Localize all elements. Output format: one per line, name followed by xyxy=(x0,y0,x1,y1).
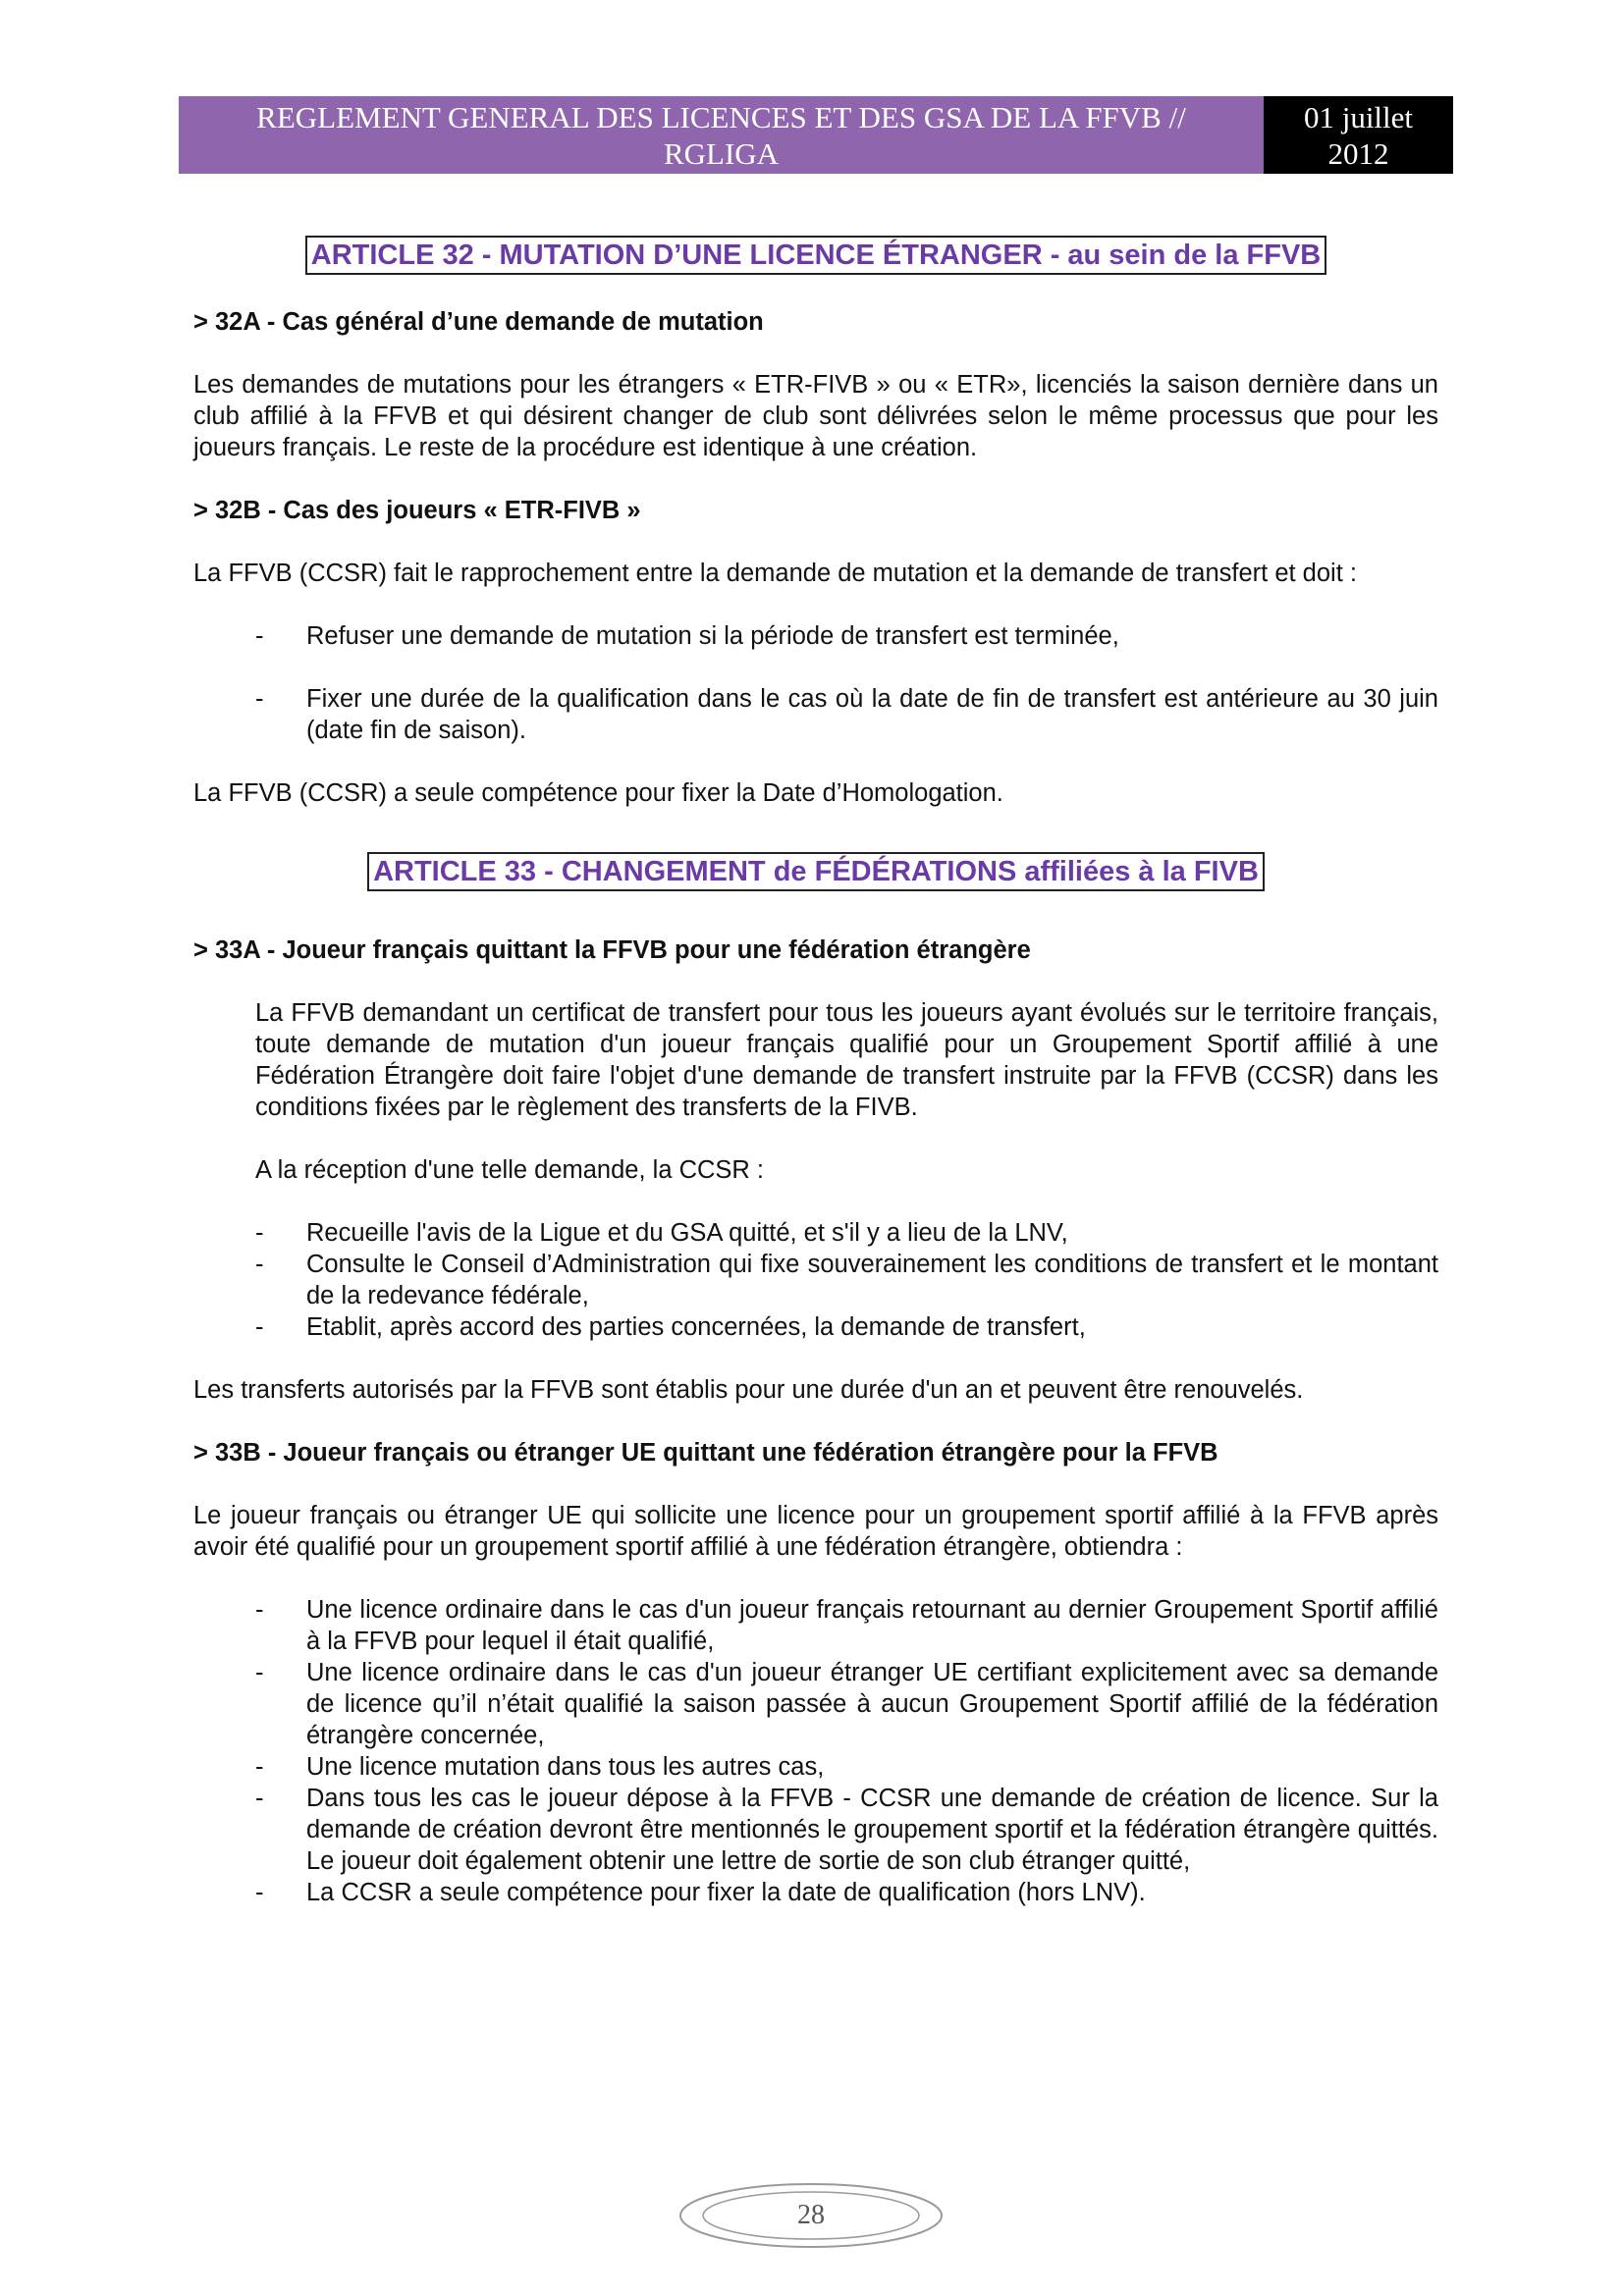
article-32-heading xyxy=(193,236,1438,275)
list-item-text: Dans tous les cas le joueur dépose à la FFVB - CCSR une demande de création de licence. Sur la demande de création devront être mentionnés le groupement sportif et la fédération étrangère quittés. Le joueur doit également obtenir une lettre de sortie de son club étranger quitté, xyxy=(306,1785,1438,1875)
list-marker: - xyxy=(255,1785,264,1812)
list-marker: - xyxy=(255,1251,264,1278)
section-32a-title: > 32A - Cas général d’une demande de mutation xyxy=(193,308,764,336)
list-item xyxy=(193,1594,1438,1657)
section-33a-title: > 33A - Joueur français quittant la FFVB pour une fédération étrangère xyxy=(193,936,1031,964)
page-number: 28 xyxy=(797,2200,825,2230)
list-marker: - xyxy=(255,622,264,650)
list-item xyxy=(193,1783,1438,1877)
article-32-title: ARTICLE 32 - MUTATION D’UNE LICENCE ÉTRANGER - au sein de la FFVB xyxy=(305,236,1327,275)
list-marker: - xyxy=(255,1753,264,1781)
list-item xyxy=(193,1311,1438,1343)
document-date: 01 juillet 2012 xyxy=(1264,96,1453,174)
section-33a-closing: Les transferts autorisés par la FFVB sont établis pour une durée d'un an et peuvent être renouvelés. xyxy=(193,1376,1304,1404)
page-header xyxy=(179,96,1453,174)
section-32b-list xyxy=(193,620,1438,746)
list-item-text: La CCSR a seule compétence pour fixer la date de qualification (hors LNV). xyxy=(306,1879,1146,1906)
list-item-text: Consulte le Conseil d’Administration qui fixe souverainement les conditions de transfert et le montant de la redevance fédérale, xyxy=(306,1251,1438,1309)
list-item-text: Recueille l'avis de la Ligue et du GSA quitté, et s'il y a lieu de la LNV, xyxy=(306,1219,1068,1247)
list-item xyxy=(193,683,1438,746)
section-32b-title: > 32B - Cas des joueurs « ETR-FIVB » xyxy=(193,497,641,524)
list-marker: - xyxy=(255,1219,264,1247)
section-33a-paragraph: La FFVB demandant un certificat de transfert pour tous les joueurs ayant évolués sur le territoire français, toute demande de mutation d'un joueur français qualifié pour un Groupement Sportif affilié à une Fédération Étrangère doit faire l'objet d'une demande de transfert instruite par la FFVB (CCSR) dans les conditions fixées par le règlement des transferts de la FIVB. xyxy=(255,999,1438,1121)
section-33b-title: > 33B - Joueur français ou étranger UE quittant une fédération étrangère pour la FFVB xyxy=(193,1439,1218,1467)
list-item xyxy=(193,620,1438,652)
article-33-heading xyxy=(193,852,1438,891)
list-marker: - xyxy=(255,1596,264,1624)
list-item xyxy=(193,1657,1438,1751)
list-item-text: Une licence ordinaire dans le cas d'un joueur étranger UE certifiant explicitement avec sa demande de licence qu’il n’était qualifié la saison passée à aucun Groupement Sportif affilié de la fédération étrangère concernée, xyxy=(306,1659,1438,1749)
section-33a-intro: A la réception d'une telle demande, la CCSR : xyxy=(255,1156,765,1184)
list-marker: - xyxy=(255,1313,264,1341)
section-32b-paragraph: La FFVB (CCSR) fait le rapprochement entre la demande de mutation et la demande de transfert et doit : xyxy=(193,560,1357,587)
document-title: REGLEMENT GENERAL DES LICENCES ET DES GSA DE LA FFVB // RGLIGA xyxy=(179,96,1264,174)
list-item xyxy=(193,1877,1438,1908)
list-item xyxy=(193,1751,1438,1783)
article-33-title: ARTICLE 33 - CHANGEMENT de FÉDÉRATIONS affiliées à la FIVB xyxy=(367,852,1265,891)
list-item xyxy=(193,1249,1438,1311)
list-marker: - xyxy=(255,685,264,713)
list-marker: - xyxy=(255,1879,264,1906)
list-item-text: Etablit, après accord des parties concernées, la demande de transfert, xyxy=(306,1313,1086,1341)
list-item-text: Une licence ordinaire dans le cas d'un joueur français retournant au dernier Groupement Sportif affilié à la FFVB pour lequel il était qualifié, xyxy=(306,1596,1438,1655)
document-body xyxy=(193,236,1438,1908)
section-33b-list xyxy=(193,1594,1438,1908)
section-32a-paragraph: Les demandes de mutations pour les étrangers « ETR-FIVB » ou « ETR», licenciés la saison dernière dans un club affilié à la FFVB et qui désirent changer de club sont délivrées selon le même processus que pour les joueurs français. Le reste de la procédure est identique à une création. xyxy=(193,371,1438,461)
page-footer xyxy=(677,2181,945,2250)
list-item-text: Refuser une demande de mutation si la période de transfert est terminée, xyxy=(306,622,1119,650)
list-item xyxy=(193,1217,1438,1249)
list-marker: - xyxy=(255,1659,264,1686)
list-item-text: Une licence mutation dans tous les autres cas, xyxy=(306,1753,825,1781)
list-item-text: Fixer une durée de la qualification dans le cas où la date de fin de transfert est antérieure au 30 juin (date fin de saison). xyxy=(306,685,1438,744)
section-32b-closing: La FFVB (CCSR) a seule compétence pour fixer la Date d’Homologation. xyxy=(193,779,1003,807)
section-33b-paragraph: Le joueur français ou étranger UE qui sollicite une licence pour un groupement sportif affilié à la FFVB après avoir été qualifié pour un groupement sportif affilié à une fédération étrangère, obtiendra : xyxy=(193,1502,1438,1561)
section-33a-list xyxy=(193,1217,1438,1343)
